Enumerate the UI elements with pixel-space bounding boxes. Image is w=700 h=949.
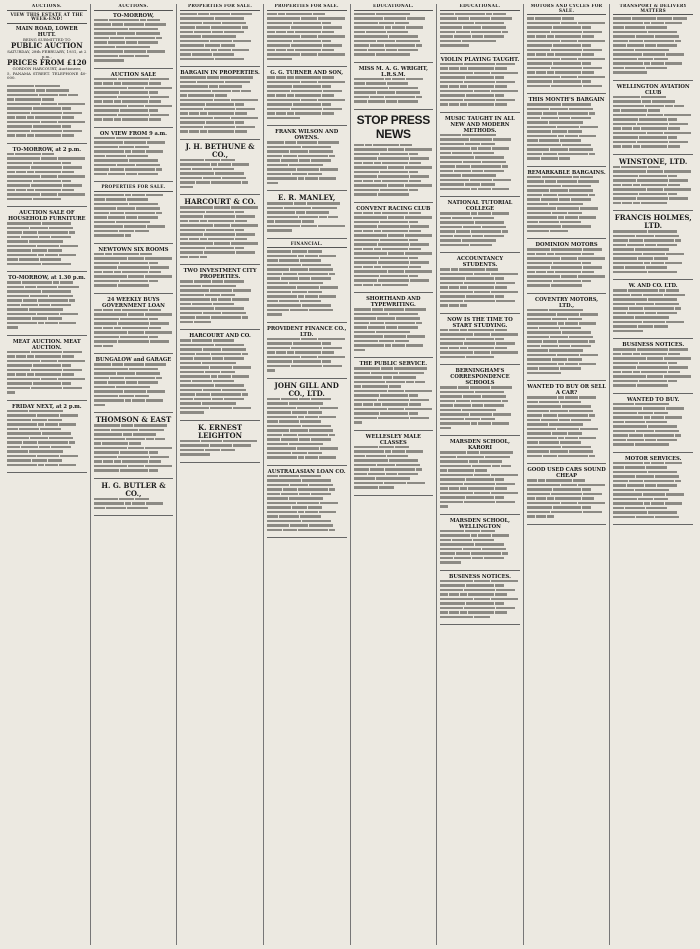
text-block <box>354 78 434 105</box>
text-block <box>613 230 693 275</box>
ad-headline: TO-MORROW, <box>112 12 154 19</box>
ad-headline: TO-MORROW, at 2 p.m. <box>12 146 82 153</box>
divider <box>267 238 347 239</box>
ad-headline: CONVENT RACING CLUB <box>356 205 431 212</box>
divider <box>440 624 520 625</box>
divider <box>7 206 87 207</box>
divider <box>94 127 174 128</box>
ad-headline: REMARKABLE BARGAINS. <box>527 169 606 176</box>
text-block <box>354 367 434 426</box>
divider <box>440 364 520 365</box>
divider <box>180 420 260 421</box>
divider <box>613 393 693 394</box>
text-block <box>440 13 520 49</box>
text-block <box>94 363 174 408</box>
text-block <box>267 141 347 186</box>
text-block <box>267 76 347 121</box>
ad-headline: BUNGALOW and GARAGE <box>95 357 172 363</box>
column-header: TRANSPORT & DELIVERY MATTERS <box>613 4 693 15</box>
text-block <box>527 103 607 162</box>
divider <box>440 112 520 113</box>
ad-headline: 5, PANAMA STREET. TELEPHONE 40-000. <box>7 70 87 80</box>
ad-headline: H. G. BUTLER & CO., <box>101 480 166 498</box>
text-block <box>527 396 607 459</box>
column-header: EDUCATIONAL. <box>354 4 434 11</box>
divider <box>354 495 434 496</box>
text-block <box>613 462 693 521</box>
text-block <box>94 309 174 350</box>
text-block <box>94 498 174 512</box>
ad-headline: FRANK WILSON AND OWENS. <box>275 129 339 141</box>
ad-headline: AUCTION SALE <box>110 71 157 78</box>
divider <box>7 143 87 144</box>
text-block <box>613 166 693 207</box>
column-header: PROPERTIES FOR SALE. <box>180 4 260 11</box>
divider <box>267 125 347 126</box>
text-block <box>180 76 260 135</box>
ad-headline: MARSDEN SCHOOL, WELLINGTON <box>449 517 510 530</box>
ad-headline: FRIDAY NEXT, at 2 p.m. <box>12 403 82 410</box>
text-block <box>94 194 174 239</box>
text-block <box>180 280 260 325</box>
divider <box>354 202 434 203</box>
column-4 <box>264 4 351 945</box>
ad-headline: E. R. MANLEY, <box>278 193 336 202</box>
column-2 <box>91 4 178 945</box>
divider <box>94 293 174 294</box>
divider <box>613 452 693 453</box>
ad-headline: WELLINGTON AVIATION CLUB <box>616 83 690 96</box>
ad-headline: MOTOR SERVICES. <box>624 455 682 462</box>
divider <box>180 139 260 140</box>
ad-headline: BERNINGHAM'S CORRESPONDENCE SCHOOLS <box>450 368 510 386</box>
ad-headline: FRANCIS HOLMES, LTD. <box>614 213 692 230</box>
divider <box>613 338 693 339</box>
divider <box>354 430 434 431</box>
text-block <box>527 248 607 289</box>
text-block <box>267 398 347 461</box>
divider <box>613 210 693 211</box>
text-block <box>527 309 607 377</box>
ad-headline: TO-MORROW, at 1.30 p.m. <box>8 275 86 281</box>
divider <box>94 181 174 182</box>
divider <box>440 252 520 253</box>
ad-headline: WANTED TO BUY. <box>627 396 680 403</box>
ad-headline: ON VIEW FROM 9 a.m. <box>99 130 167 137</box>
columns-container <box>4 4 696 945</box>
divider <box>440 53 520 54</box>
ad-headline: GOOD USED CARS SOUND CHEAP <box>527 467 606 479</box>
divider <box>94 68 174 69</box>
divider <box>94 243 174 244</box>
text-block <box>440 134 520 193</box>
ad-headline: BUSINESS NOTICES. <box>622 342 685 348</box>
ad-headline: MEAT AUCTION. MEAT AUCTION. <box>12 338 81 351</box>
ad-headline: JOHN GILL AND CO., LTD. <box>274 380 339 398</box>
text-block <box>613 348 693 389</box>
text-block <box>440 63 520 108</box>
ad-headline: PRICES FROM £120 <box>7 58 87 67</box>
divider <box>440 570 520 571</box>
text-block <box>440 268 520 309</box>
divider <box>354 357 434 358</box>
ad-headline: PROVIDENT FINANCE CO., LTD. <box>266 325 347 338</box>
divider <box>267 465 347 466</box>
divider <box>440 313 520 314</box>
ad-headline: PUBLIC AUCTION <box>11 41 83 50</box>
ad-headline: NEWTOWN SIX ROOMS <box>98 246 169 253</box>
ad-headline: MARSDEN SCHOOL, KARORI <box>449 439 510 451</box>
column-8 <box>610 4 696 945</box>
divider <box>267 378 347 379</box>
text-block <box>7 351 87 396</box>
column-7 <box>524 4 611 945</box>
ad-headline: COVENTRY MOTORS, LTD., <box>535 296 599 309</box>
text-block <box>7 410 87 469</box>
ad-headline: MISS M. A. G. WRIGHT, L.R.S.M. <box>358 65 428 78</box>
text-block <box>180 13 260 63</box>
text-block <box>267 13 347 63</box>
column-6 <box>437 4 524 945</box>
ad-headline: SATURDAY, 28th FEBRUARY, 1931, at 2 p.m., <box>7 49 87 59</box>
divider <box>267 322 347 323</box>
text-block <box>7 153 87 203</box>
ad-headline: K. ERNEST LEIGHTON <box>198 422 243 440</box>
text-block <box>7 85 87 139</box>
divider <box>180 329 260 330</box>
text-block <box>527 479 607 520</box>
ad-headline: NATIONAL TUTORIAL COLLEGE <box>447 200 513 212</box>
ad-headline: BARGAIN IN PROPERTIES. <box>180 70 260 76</box>
divider <box>180 194 260 195</box>
divider <box>613 524 693 525</box>
divider <box>354 292 434 293</box>
text-block <box>267 202 347 234</box>
text-block <box>180 339 260 416</box>
ad-headline: AUSTRALASIAN LOAN CO. <box>267 468 346 475</box>
text-block <box>180 206 260 260</box>
column-header: EDUCATIONAL. <box>440 4 520 11</box>
ad-headline: BUSINESS NOTICES. <box>448 573 511 580</box>
divider <box>7 400 87 401</box>
divider <box>527 293 607 294</box>
ad-headline: WINSTONE, LTD. <box>619 156 688 166</box>
ad-headline: J. H. BETHUNE & CO., <box>185 141 255 159</box>
divider <box>267 190 347 191</box>
text-block <box>613 96 693 150</box>
text-block <box>354 308 434 353</box>
ad-headline: MAIN ROAD, LOWER HUTT. <box>15 25 78 38</box>
divider <box>94 478 174 479</box>
ad-headline: NOW IS THE TIME TO START STUDYING. <box>447 316 513 329</box>
divider <box>527 93 607 94</box>
divider <box>7 271 87 272</box>
ad-headline: VIOLIN PLAYING TAUGHT. <box>440 56 520 63</box>
text-block <box>613 289 693 334</box>
ad-headline: THIS MONTH'S BARGAIN <box>528 97 605 103</box>
text-block <box>7 222 87 267</box>
divider <box>527 238 607 239</box>
text-block <box>354 212 434 289</box>
text-block <box>440 530 520 566</box>
divider <box>527 166 607 167</box>
column-header: AUCTIONS. <box>94 4 174 11</box>
column-header: PROPERTIES FOR SALE. <box>267 4 347 11</box>
text-block <box>180 440 260 458</box>
text-block <box>527 176 607 235</box>
text-block <box>440 212 520 248</box>
text-block <box>440 451 520 510</box>
section-heading: FINANCIAL. <box>267 242 347 249</box>
text-block <box>267 338 347 374</box>
divider <box>613 154 693 155</box>
divider <box>440 435 520 436</box>
divider <box>94 353 174 354</box>
divider <box>94 412 174 413</box>
text-block <box>7 281 87 331</box>
section-heading: PROPERTIES FOR SALE. <box>94 185 174 192</box>
divider <box>180 264 260 265</box>
text-block <box>94 19 174 64</box>
text-block <box>527 17 607 89</box>
text-block <box>267 250 347 318</box>
divider <box>7 335 87 336</box>
text-block <box>94 78 174 123</box>
divider <box>267 537 347 538</box>
divider <box>180 462 260 463</box>
divider <box>354 109 434 110</box>
ad-headline: DOMINION MOTORS <box>535 242 598 248</box>
text-block <box>354 13 434 58</box>
ad-headline: HARCOURT AND CO. <box>189 333 251 339</box>
text-block <box>354 144 434 198</box>
ad-headline: THOMSON & EAST <box>95 415 172 424</box>
ad-headline: 24 WEEKLY BUYS GOVERNMENT LOAN <box>101 296 165 309</box>
ad-headline: HARCOURT & CO. <box>184 197 256 206</box>
ad-headline: W. AND CO. LTD. <box>628 283 678 289</box>
text-block <box>267 475 347 534</box>
divider <box>613 80 693 81</box>
divider <box>94 515 174 516</box>
text-block <box>440 329 520 361</box>
ad-headline: GORDON HARCOURT, Auctioneer, <box>12 66 82 71</box>
ad-headline: WANTED TO BUY OR SELL A CAR? <box>527 384 606 396</box>
ad-headline: BEING SUBMITTED TO <box>23 36 71 42</box>
column-header: MOTORS AND CYCLES FOR SALE. <box>527 4 607 15</box>
column-1 <box>4 4 91 945</box>
text-block <box>94 253 174 289</box>
ad-headline: WELLESLEY MALE CLASSES <box>365 433 421 446</box>
text-block <box>180 159 260 191</box>
divider <box>440 196 520 197</box>
text-block <box>613 403 693 448</box>
divider <box>7 472 87 473</box>
divider <box>440 514 520 515</box>
divider <box>613 279 693 280</box>
column-header: AUCTIONS. <box>7 4 87 11</box>
divider <box>527 524 607 525</box>
column-3 <box>177 4 264 945</box>
ad-headline: STOP PRESS NEWS <box>356 112 430 141</box>
ad-headline: AUCTION SALE OF HOUSEHOLD FURNITURE <box>8 210 86 222</box>
ad-headline: THE PUBLIC SERVICE. <box>359 361 428 367</box>
ad-headline: G. G. TURNER AND SON, <box>270 70 344 76</box>
text-block <box>613 17 693 76</box>
text-block <box>440 386 520 431</box>
ad-headline: TWO INVESTMENT CITY PROPERTIES. <box>183 268 257 280</box>
column-5 <box>351 4 438 945</box>
text-block <box>440 580 520 621</box>
ad-headline: MUSIC TAUGHT IN ALL NEW AND MODERN METHODS. <box>445 115 515 134</box>
ad-headline: ACCOUNTANCY STUDENTS. <box>456 256 504 268</box>
divider <box>527 463 607 464</box>
ad-headline: SHORTHAND AND TYPEWRITING. <box>366 296 421 308</box>
divider <box>180 66 260 67</box>
text-block <box>94 424 174 474</box>
divider <box>354 62 434 63</box>
text-block <box>94 137 174 178</box>
divider <box>267 66 347 67</box>
section-heading: VIEW THIS ESTATE AT THE WEEK-END! <box>7 13 87 24</box>
divider <box>527 380 607 381</box>
text-block <box>354 446 434 491</box>
